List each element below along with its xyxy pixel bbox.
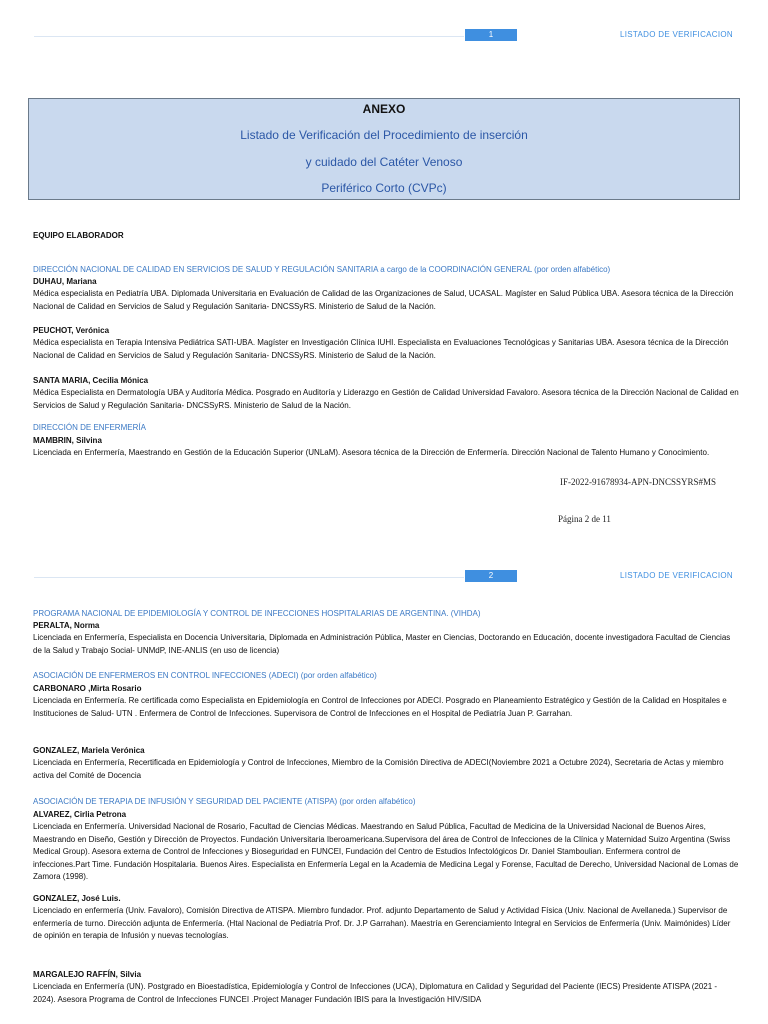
person-description: Licenciada en Enfermería, Especialista en Docencia Universitaria, Diplomada en Administración Pública, Master en Ciencias, Doctorando en Educación, docente investigadora Facultad de Ciencias de la Salud y Trabajo Social- UNMdP, INE-ANLIS (en uso de licencia) xyxy=(33,633,731,655)
person-description: Médica especialista en Terapia Intensiva Pediátrica SATI-UBA. Magíster en Investigación Clínica IUHI. Especialista en Evaluaciones Tecnológicas y Sanitarias UBA. Asesora técnica de la Dirección Nacional de Calidad en Servicios de Salud y Regulación Sanitaria- DNCSSyRS. Ministerio de Salud de la Nación. xyxy=(33,338,729,360)
person-description: Licenciada en Enfermería, Recertificada en Epidemiología y Control de Infecciones, Miembro de la Comisión Directiva de ADECI(Noviembre 2021 a Octubre 2024), Secretaria de Actas y miembro activa del Comité de Docencia xyxy=(33,758,724,780)
page-number-badge: 2 xyxy=(465,570,517,582)
annex-title: ANEXO xyxy=(362,102,406,116)
person-name: GONZALEZ, José Luis. xyxy=(33,894,121,903)
person-description: Licenciada en Enfermería. Re certificada como Especialista en Epidemiología en Control de Infecciones por ADECI. Posgrado en Planeamiento Estratégico y Gestión de la Calidad en Hospitales e Instituciones de Salud- UTN . Enfermera de Control de Infecciones. Supervisora de Control de Infecciones en el Hospital de Pediatría Juan P. Garrahan. xyxy=(33,696,727,718)
person-description: Licenciada en Enfermería, Maestrando en Gestión de la Educación Superior (UNLaM). Asesora técnica de la Dirección de Enfermería. Dirección Nacional de Talento Humano y Conocimiento. xyxy=(33,448,710,457)
person-description: Licenciado en enfermería (Univ. Favaloro), Comisión Directiva de ATISPA. Miembro fundador. Prof. adjunto Departamento de Salud y Actividad Física (Univ. Nacional de Avellaneda.) Supervisor de enfermería de turno. Dirección adjunta de Enfermería. (Htal Nacional de Pediatría Prof. Dr. J.P Garrahan). Maestría en Gerenciamiento Integral en Servicios de Enfermería (Univ. Maimónides) Líder de opinión en terapia de Infusión y nuevas tecnologías. xyxy=(33,906,731,940)
person-name: MARGALEJO RAFFÍN, Silvia xyxy=(33,970,142,979)
annex-subtitle-line: Listado de Verificación del Procedimiento de inserción xyxy=(240,128,528,142)
person-name: PERALTA, Norma xyxy=(33,621,100,630)
person-name: SANTA MARIA, Cecilia Mónica xyxy=(33,376,149,385)
annex-subtitle-line: Periférico Corto (CVPc) xyxy=(321,181,447,195)
person-name: CARBONARO ,Mirta Rosario xyxy=(33,684,142,693)
section-title: ASOCIACIÓN DE ENFERMEROS EN CONTROL INFECCIONES (ADECI) (por orden alfabético) xyxy=(33,671,377,680)
header-rule xyxy=(34,36,464,37)
page-number-badge: 1 xyxy=(465,29,517,41)
document-id: IF-2022-91678934-APN-DNCSSYRS#MS xyxy=(560,477,717,487)
person-name: GONZALEZ, Mariela Verónica xyxy=(33,746,145,755)
section-title: PROGRAMA NACIONAL DE EPIDEMIOLOGÍA Y CONTROL DE INFECCIONES HOSPITALARIAS DE ARGENTINA. (VIHDA) xyxy=(33,609,481,618)
section-title: ASOCIACIÓN DE TERAPIA DE INFUSIÓN Y SEGURIDAD DEL PACIENTE (ATISPA) (por orden alfabético) xyxy=(33,797,416,806)
person-description: Médica especialista en Pediatría UBA. Diplomada Universitaria en Evaluación de Calidad de las Organizaciones de Salud, UCASAL. Magíster en Salud Pública UBA. Asesora técnica de la Dirección Nacional de Calidad en Servicios de Salud y Regulación Sanitaria- DNCSSyRS. Ministerio de Salud de la Nación. xyxy=(33,289,734,311)
annex-subtitle-line: y cuidado del Catéter Venoso xyxy=(305,155,463,169)
person-name: DUHAU, Mariana xyxy=(33,277,97,286)
header-title: LISTADO DE VERIFICACION xyxy=(620,571,733,580)
person-name: MAMBRIN, Silvina xyxy=(33,436,102,445)
page-header xyxy=(34,27,734,41)
page-label: Página 2 de 11 xyxy=(558,514,611,524)
header-rule xyxy=(34,577,464,578)
section-title: DIRECCIÓN NACIONAL DE CALIDAD EN SERVICIOS DE SALUD Y REGULACIÓN SANITARIA a cargo de la COORDINACIÓN GENERAL (por orden alfabético) xyxy=(33,265,611,274)
person-name: PEUCHOT, Verónica xyxy=(33,326,110,335)
person-description: Licenciada en Enfermería (UN). Postgrado en Bioestadística, Epidemiología y Control de Infecciones (UCA), Diplomatura en Calidad y Seguridad del Paciente (IECS) Presidente ATISPA (2021 - 2024). Asesora Programa de Control de Infecciones FUNCEI .Project Manager Fundación IBIS para la Investigación HIV/SIDA xyxy=(33,982,718,1004)
page-header xyxy=(34,568,734,582)
person-description: Licenciada en Enfermería. Universidad Nacional de Rosario, Facultad de Ciencias Médicas. Maestrando en Salud Pública, Facultad de Medicina de la Universidad Nacional de Buenos Aires, Maestrando en Diseño, Gestión y Dirección de Proyectos. Fundación Universitaria Iberoamericana.Supervisora del área de Control de Infecciones de la Clínica y Maternidad Suizo Argentina (Swiss Medical Group). Asesora externa de Control de Infecciones y Bioseguridad en FUNCEI, Fundación del Centro de Estudios Infectológicos Dr. Daniel Stamboulian. Enfermera control de infecciones.Part Time. Fundación Hospitalaria. Buenos Aires. Especialista en Enfermería Legal en la Academia de Medicina Legal y Forense, Facultad de Derecho, Universidad Nacional de Lomas de Zamora (1998). xyxy=(33,822,739,881)
person-description: Médica Especialista en Dermatología UBA y Auditoría Médica. Posgrado en Auditoría y Liderazgo en Gestión de Calidad Universidad Favaloro. Asesora técnica de la Dirección Nacional de Calidad en Servicios de Salud y Regulación Sanitaria- DNCSSyRS. Ministerio de Salud de la Nación. xyxy=(33,388,739,410)
header-title: LISTADO DE VERIFICACION xyxy=(620,30,733,39)
section-title: DIRECCIÓN DE ENFERMERÍA xyxy=(33,423,146,432)
person-name: ALVAREZ, Cirlia Petrona xyxy=(33,810,127,819)
team-heading: EQUIPO ELABORADOR xyxy=(33,231,124,240)
annex-title-box xyxy=(28,98,740,200)
